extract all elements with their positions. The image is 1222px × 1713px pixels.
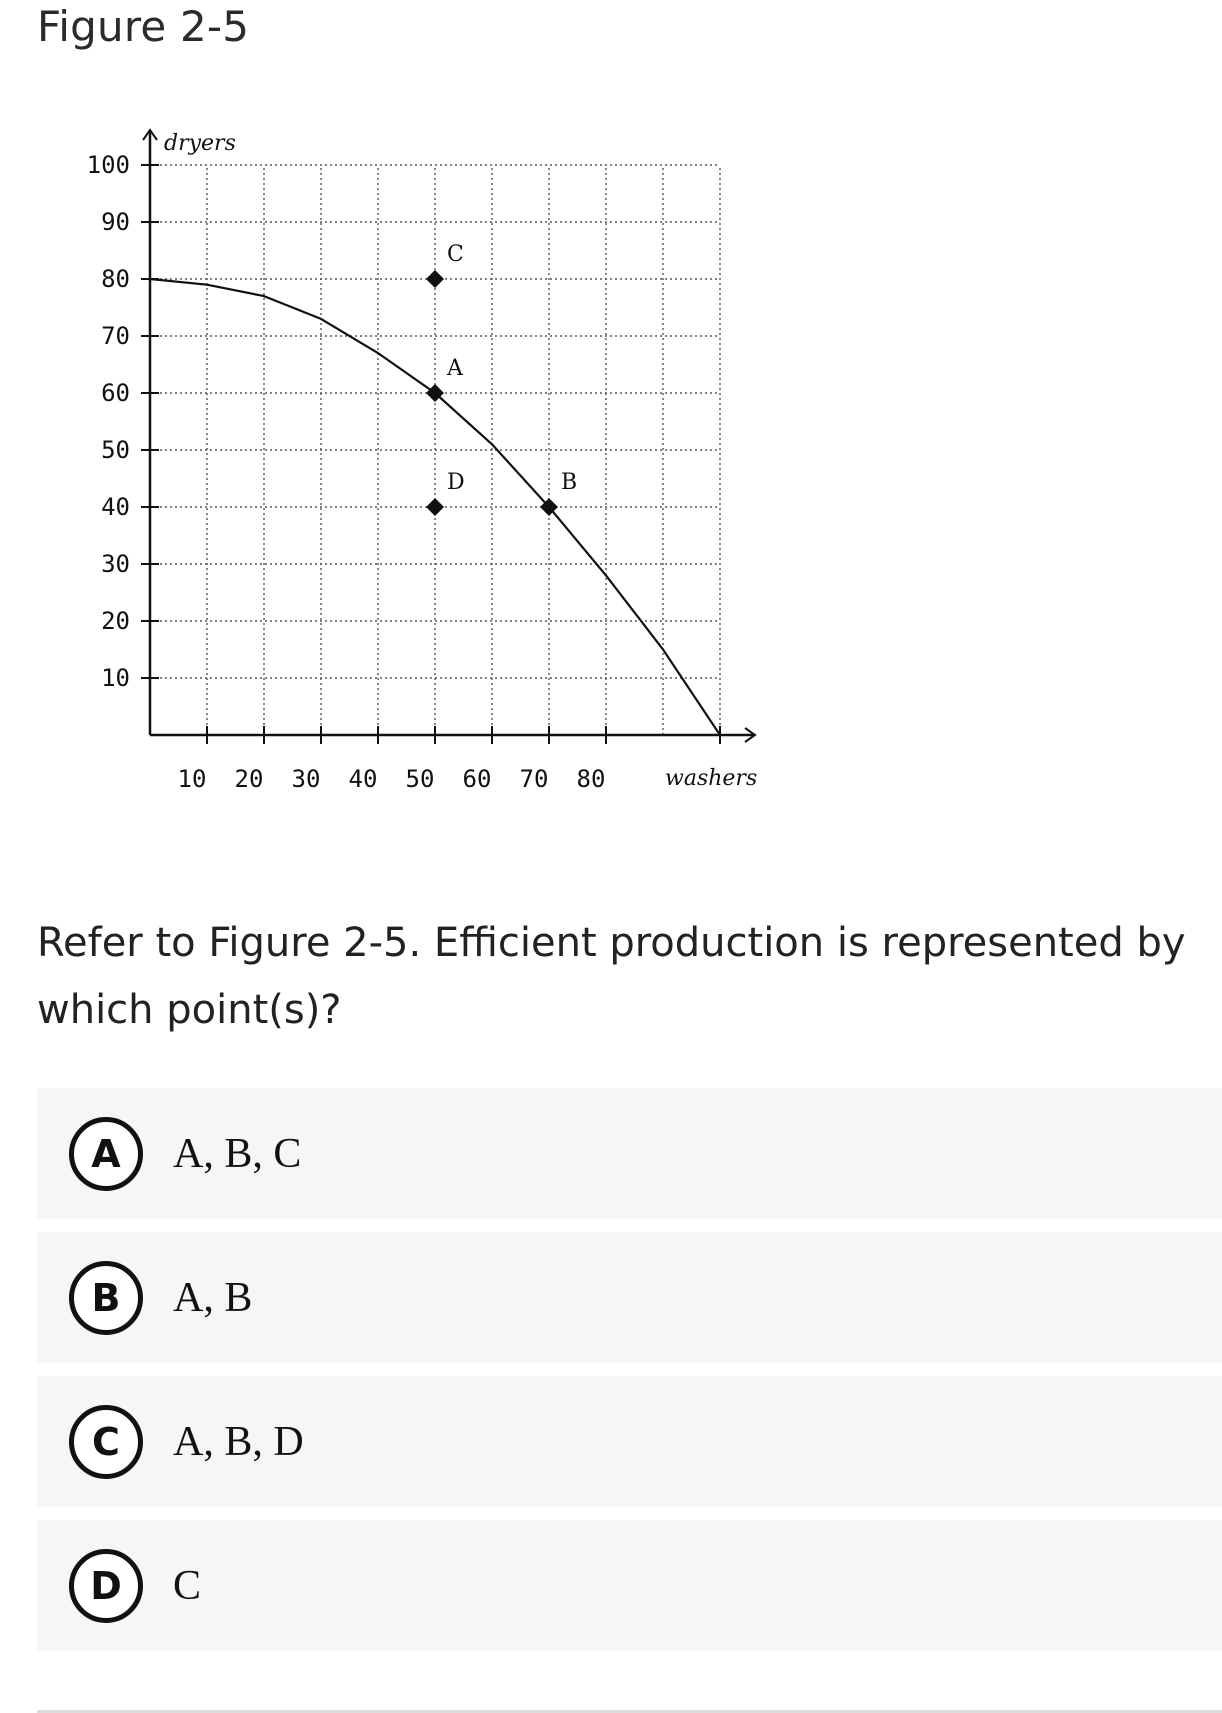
x-tick-label: 20 [234,765,264,793]
x-axis-label: washers [665,766,758,791]
y-tick-label: 90 [101,208,130,236]
answer-letter-badge: C [69,1405,143,1479]
answer-text: C [173,1562,202,1609]
answer-letter-badge: B [69,1261,143,1335]
x-tick-label: 70 [519,765,549,793]
figure-title: Figure 2-5 [37,2,250,51]
x-tick-label: 80 [576,765,606,793]
y-tick-label: 60 [101,379,130,407]
answer-list [37,1088,1222,1664]
answer-letter-badge: A [69,1117,143,1191]
x-tick-label: 60 [462,765,492,793]
answer-text: A, B, D [173,1418,304,1465]
y-tick-label: 80 [101,265,130,293]
point-label-a: A [447,356,463,381]
point-marker-c [426,270,444,288]
y-tick-label: 10 [101,664,130,692]
x-tick-label: 10 [177,765,207,793]
y-tick-label: 20 [101,607,130,635]
y-tick-label: 40 [101,493,130,521]
answer-option-b[interactable] [37,1232,1222,1363]
answer-text: A, B, C [173,1130,302,1177]
y-tick-label: 70 [101,322,130,350]
x-tick-label: 40 [348,765,378,793]
question-text: Refer to Figure 2-5. Efficient production is represented by which point(s)? [37,920,1186,1033]
answer-text: A, B [173,1274,253,1321]
y-axis-label: dryers [164,131,236,156]
answer-letter-badge: D [69,1549,143,1623]
y-tick-label: 100 [86,151,130,179]
point-marker-d [426,498,444,516]
point-label-d: D [447,470,465,495]
x-tick-label: 30 [291,765,321,793]
ppf-chart [0,110,800,810]
x-tick-label: 50 [405,765,435,793]
answer-option-a[interactable] [37,1088,1222,1219]
y-tick-label: 50 [101,436,130,464]
chart-svg [0,110,800,810]
point-label-b: B [561,470,578,495]
answer-option-d[interactable] [37,1520,1222,1651]
y-tick-label: 30 [101,550,130,578]
answer-option-c[interactable] [37,1376,1222,1507]
point-label-c: C [447,242,464,267]
